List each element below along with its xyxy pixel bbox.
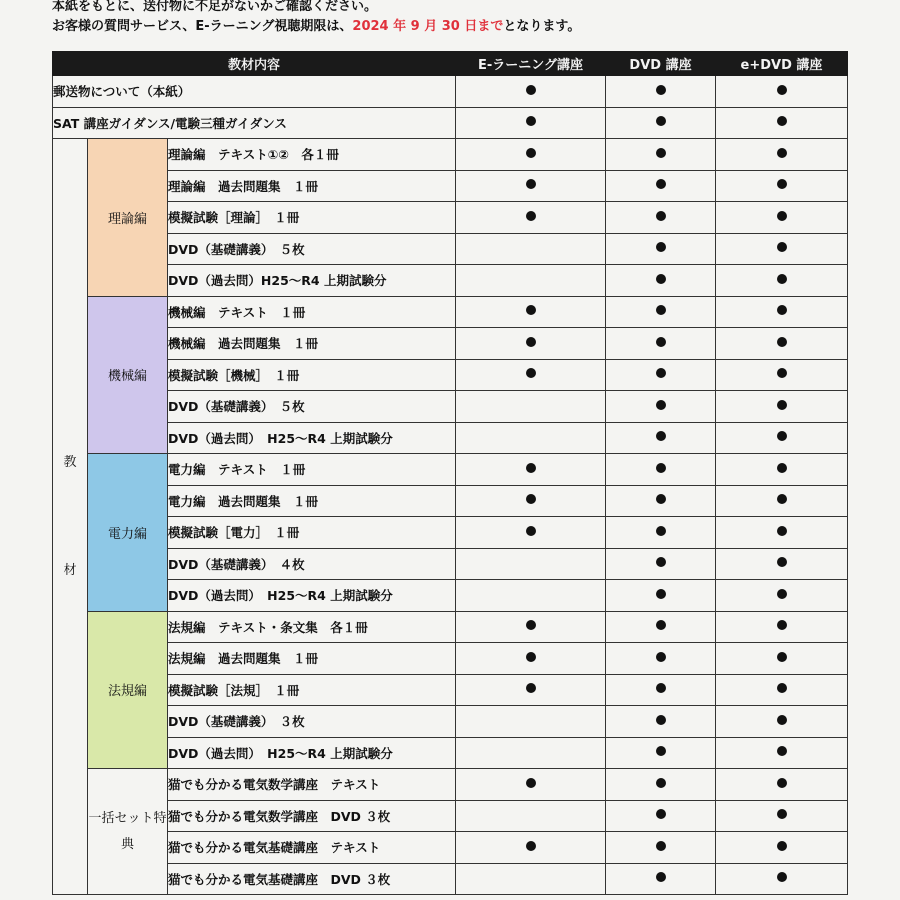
mark-cell-elearning [456, 769, 606, 801]
mark-cell-dvd [606, 233, 716, 265]
check-dot [656, 148, 666, 158]
table-row [53, 863, 848, 895]
mark-cell-dvd [606, 422, 716, 454]
mark-cell-elearning [456, 800, 606, 832]
check-dot [656, 715, 666, 725]
mark-cell-dvd [606, 611, 716, 643]
item-label: 法規編 テキスト・条文集 各１冊 [168, 611, 456, 643]
mark-cell-edvd [716, 233, 848, 265]
mark-cell-elearning [456, 107, 606, 139]
check-dot [526, 652, 536, 662]
item-label: 法規編 過去問題集 １冊 [168, 643, 456, 675]
check-dot [777, 872, 787, 882]
category-bonus: 一括セット特典 [88, 769, 168, 895]
check-dot [656, 179, 666, 189]
table-row [53, 422, 848, 454]
mark-cell-dvd [606, 170, 716, 202]
check-dot [526, 116, 536, 126]
mark-cell-elearning [456, 832, 606, 864]
category-power: 電力編 [88, 454, 168, 612]
table-row [53, 674, 848, 706]
table-row [53, 328, 848, 360]
mark-cell-dvd [606, 643, 716, 675]
check-dot [656, 400, 666, 410]
mark-cell-edvd [716, 832, 848, 864]
check-dot [656, 557, 666, 567]
check-dot [526, 305, 536, 315]
mark-cell-edvd [716, 139, 848, 171]
table-row [53, 737, 848, 769]
mark-cell-edvd [716, 548, 848, 580]
category-law: 法規編 [88, 611, 168, 769]
mark-cell-edvd [716, 706, 848, 738]
mark-cell-dvd [606, 832, 716, 864]
mark-cell-elearning [456, 233, 606, 265]
table-row [53, 170, 848, 202]
item-label: 模擬試験［電力］ １冊 [168, 517, 456, 549]
item-label: 機械編 テキスト １冊 [168, 296, 456, 328]
mark-cell-dvd [606, 76, 716, 108]
check-dot [777, 337, 787, 347]
check-dot [777, 715, 787, 725]
table-row [53, 391, 848, 423]
mark-cell-edvd [716, 296, 848, 328]
check-dot [526, 526, 536, 536]
mark-cell-edvd [716, 485, 848, 517]
header-materials: 教材内容 [53, 52, 456, 76]
check-dot [777, 652, 787, 662]
table-row [53, 611, 848, 643]
mark-cell-edvd [716, 517, 848, 549]
materials-table [52, 51, 848, 895]
check-dot [777, 242, 787, 252]
table-row [53, 800, 848, 832]
category-mech: 機械編 [88, 296, 168, 454]
mark-cell-edvd [716, 454, 848, 486]
mark-cell-edvd [716, 643, 848, 675]
mark-cell-edvd [716, 202, 848, 234]
item-label: DVD（過去問） H25～R4 上期試験分 [168, 580, 456, 612]
check-dot [656, 778, 666, 788]
mark-cell-edvd [716, 769, 848, 801]
table-row [53, 202, 848, 234]
item-label: DVD（基礎講義） ４枚 [168, 548, 456, 580]
check-dot [656, 494, 666, 504]
table-row [53, 769, 848, 801]
check-dot [777, 778, 787, 788]
mark-cell-elearning [456, 643, 606, 675]
mark-cell-edvd [716, 107, 848, 139]
item-label: 猫でも分かる電気基礎講座 テキスト [168, 832, 456, 864]
mark-cell-dvd [606, 454, 716, 486]
item-label: DVD（過去問） H25～R4 上期試験分 [168, 737, 456, 769]
check-dot [656, 526, 666, 536]
check-dot [777, 116, 787, 126]
mark-cell-dvd [606, 674, 716, 706]
check-dot [656, 116, 666, 126]
check-dot [526, 494, 536, 504]
group-label-bottom: 材 [63, 562, 77, 578]
group-label-gap [53, 477, 87, 557]
mark-cell-elearning [456, 202, 606, 234]
mark-cell-dvd [606, 296, 716, 328]
deadline-date: 2024 年 9 月 30 日まで [352, 19, 504, 34]
mark-cell-edvd [716, 76, 848, 108]
table-row [53, 485, 848, 517]
check-dot [777, 683, 787, 693]
mark-cell-edvd [716, 328, 848, 360]
item-label: 電力編 テキスト １冊 [168, 454, 456, 486]
mark-cell-elearning [456, 76, 606, 108]
check-dot [777, 148, 787, 158]
header-edvd: e+DVD 講座 [716, 52, 848, 76]
table-row [53, 517, 848, 549]
header-dvd: DVD 講座 [606, 52, 716, 76]
mark-cell-elearning [456, 391, 606, 423]
intro-line-1: 本紙をもとに、送付物に不足がないかご確認ください。 [52, 0, 378, 14]
table-header-row [53, 52, 848, 76]
check-dot [656, 809, 666, 819]
mark-cell-edvd [716, 422, 848, 454]
mark-cell-elearning [456, 674, 606, 706]
mark-cell-edvd [716, 674, 848, 706]
check-dot [656, 242, 666, 252]
mark-cell-edvd [716, 265, 848, 297]
mark-cell-elearning [456, 863, 606, 895]
check-dot [526, 683, 536, 693]
table-row [53, 265, 848, 297]
mark-cell-elearning [456, 454, 606, 486]
check-dot [526, 620, 536, 630]
header-elearning: E-ラーニング講座 [456, 52, 606, 76]
check-dot [656, 274, 666, 284]
item-label: 模擬試験［理論］ １冊 [168, 202, 456, 234]
check-dot [526, 778, 536, 788]
check-dot [656, 872, 666, 882]
mark-cell-dvd [606, 202, 716, 234]
check-dot [777, 431, 787, 441]
check-dot [526, 463, 536, 473]
check-dot [777, 494, 787, 504]
item-label: SAT 講座ガイダンス/電験三種ガイダンス [53, 107, 456, 139]
check-dot [656, 85, 666, 95]
mark-cell-elearning [456, 611, 606, 643]
check-dot [777, 620, 787, 630]
check-dot [777, 746, 787, 756]
check-dot [777, 526, 787, 536]
check-dot [656, 841, 666, 851]
table-row [53, 454, 848, 486]
table-row [53, 107, 848, 139]
mark-cell-dvd [606, 328, 716, 360]
item-label: 郵送物について（本紙） [53, 76, 456, 108]
mark-cell-dvd [606, 548, 716, 580]
item-label: 猫でも分かる電気基礎講座 DVD ３枚 [168, 863, 456, 895]
check-dot [656, 305, 666, 315]
item-label: DVD（基礎講義） ５枚 [168, 233, 456, 265]
mark-cell-dvd [606, 580, 716, 612]
check-dot [656, 211, 666, 221]
item-label: 模擬試験［法規］ １冊 [168, 674, 456, 706]
mark-cell-elearning [456, 737, 606, 769]
mark-cell-dvd [606, 485, 716, 517]
check-dot [656, 589, 666, 599]
mark-cell-elearning [456, 580, 606, 612]
group-label-top: 教 [63, 454, 77, 470]
check-dot [777, 179, 787, 189]
check-dot [526, 85, 536, 95]
check-dot [656, 652, 666, 662]
mark-cell-dvd [606, 769, 716, 801]
check-dot [777, 211, 787, 221]
check-dot [656, 368, 666, 378]
mark-cell-elearning [456, 517, 606, 549]
table-row [53, 706, 848, 738]
check-dot [526, 148, 536, 158]
item-label: 理論編 過去問題集 １冊 [168, 170, 456, 202]
mark-cell-dvd [606, 107, 716, 139]
mark-cell-elearning [456, 422, 606, 454]
table-row [53, 643, 848, 675]
table-row [53, 359, 848, 391]
check-dot [777, 463, 787, 473]
table-row [53, 832, 848, 864]
check-dot [656, 683, 666, 693]
mark-cell-elearning [456, 359, 606, 391]
check-dot [656, 746, 666, 756]
mark-cell-elearning [456, 706, 606, 738]
mark-cell-dvd [606, 517, 716, 549]
check-dot [656, 431, 666, 441]
check-dot [777, 589, 787, 599]
item-label: 模擬試験［機械］ １冊 [168, 359, 456, 391]
table-row [53, 76, 848, 108]
intro-line-2-pre: お客様の質問サービス、E-ラーニング視聴期限は、 [52, 19, 353, 34]
item-label: 機械編 過去問題集 １冊 [168, 328, 456, 360]
check-dot [777, 368, 787, 378]
item-label: DVD（過去問） H25～R4 上期試験分 [168, 422, 456, 454]
intro-line-2 [52, 16, 892, 38]
table-body [53, 76, 848, 895]
check-dot [777, 400, 787, 410]
check-dot [656, 620, 666, 630]
mark-cell-edvd [716, 863, 848, 895]
mark-cell-dvd [606, 359, 716, 391]
mark-cell-elearning [456, 265, 606, 297]
item-label: DVD（過去問）H25～R4 上期試験分 [168, 265, 456, 297]
mark-cell-dvd [606, 139, 716, 171]
check-dot [526, 841, 536, 851]
mark-cell-elearning [456, 296, 606, 328]
materials-group-label [53, 139, 88, 895]
table-row [53, 580, 848, 612]
intro-text [52, 0, 892, 38]
check-dot [777, 809, 787, 819]
check-dot [656, 463, 666, 473]
check-dot [777, 557, 787, 567]
item-label: DVD（基礎講義） ３枚 [168, 706, 456, 738]
item-label: 猫でも分かる電気数学講座 テキスト [168, 769, 456, 801]
category-theory: 理論編 [88, 139, 168, 297]
mark-cell-edvd [716, 800, 848, 832]
check-dot [526, 179, 536, 189]
mark-cell-edvd [716, 737, 848, 769]
item-label: 猫でも分かる電気数学講座 DVD ３枚 [168, 800, 456, 832]
mark-cell-dvd [606, 706, 716, 738]
mark-cell-elearning [456, 485, 606, 517]
item-label: 理論編 テキスト①② 各１冊 [168, 139, 456, 171]
check-dot [777, 85, 787, 95]
mark-cell-dvd [606, 265, 716, 297]
mark-cell-elearning [456, 139, 606, 171]
mark-cell-dvd [606, 391, 716, 423]
table-row [53, 548, 848, 580]
table-row [53, 233, 848, 265]
table-row [53, 296, 848, 328]
check-dot [526, 337, 536, 347]
mark-cell-elearning [456, 548, 606, 580]
intro-line-2-post: となります。 [503, 19, 581, 34]
check-dot [526, 211, 536, 221]
mark-cell-dvd [606, 800, 716, 832]
mark-cell-elearning [456, 328, 606, 360]
item-label: DVD（基礎講義） ５枚 [168, 391, 456, 423]
item-label: 電力編 過去問題集 １冊 [168, 485, 456, 517]
check-dot [526, 368, 536, 378]
mark-cell-edvd [716, 580, 848, 612]
check-dot [777, 841, 787, 851]
check-dot [777, 305, 787, 315]
mark-cell-edvd [716, 611, 848, 643]
check-dot [777, 274, 787, 284]
mark-cell-dvd [606, 863, 716, 895]
mark-cell-dvd [606, 737, 716, 769]
check-dot [656, 337, 666, 347]
mark-cell-elearning [456, 170, 606, 202]
mark-cell-edvd [716, 391, 848, 423]
mark-cell-edvd [716, 359, 848, 391]
mark-cell-edvd [716, 170, 848, 202]
table-row [53, 139, 848, 171]
